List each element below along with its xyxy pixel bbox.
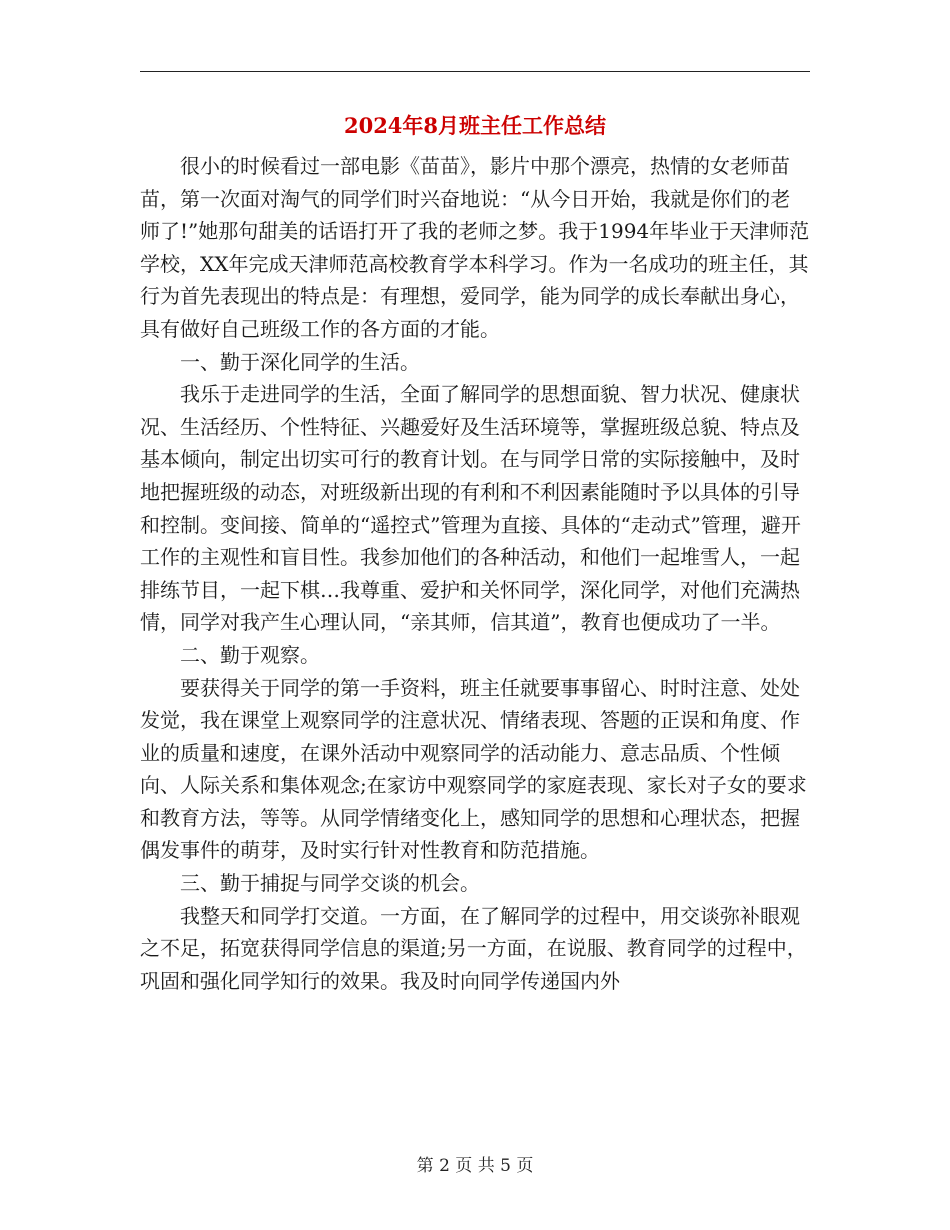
section-heading-2: 二、勤于观察。 xyxy=(180,642,320,667)
section-heading-1: 一、勤于深化同学的生活。 xyxy=(180,349,420,374)
document-title: 2024年8月班主任工作总结 xyxy=(343,113,607,138)
paragraph-section-1: 我乐于走进同学的生活，全面了解同学的思想面貌、智力状况、健康状况、生活经历、个性特征、兴趣爱好及生活环境等，掌握班级总貌、特点及基本倾向，制定出切实可行的教育计划。在与同学日常的实际接触中，及时地把握班级的动态，对班级新出现的有利和不利因素能随时予以具体的引导和控制。变间接、简单的“遥控式”管理为直接、具体的“走动式”管理，避开工作的主观性和盲目性。我参加他们的各种活动，和他们一起堆雪人，一起排练节目，一起下棋…我尊重、爱护和关怀同学，深化同学，对他们充满热情，同学对我产生心理认同，“亲其师，信其道”，教育也便成功了一半。 xyxy=(140,382,801,635)
document-body xyxy=(140,150,810,997)
header-rule xyxy=(140,71,810,72)
paragraph-section-3: 我整天和同学打交道。一方面，在了解同学的过程中，用交谈弥补眼观之不足，拓宽获得同学信息的渠道;另一方面，在说服、教育同学的过程中，巩固和强化同学知行的效果。我及时向同学传递国内外 xyxy=(140,903,807,993)
page-number-footer: 第 2 页 共 5 页 xyxy=(416,1156,534,1176)
section-heading-3: 三、勤于捕捉与同学交谈的机会。 xyxy=(180,871,480,896)
paragraph-section-2: 要获得关于同学的第一手资料，班主任就要事事留心、时时注意、处处发觉，我在课堂上观察同学的注意状况、情绪表现、答题的正误和角度、作业的质量和速度，在课外活动中观察同学的活动能力、意志品质、个性倾向、人际关系和集体观念;在家访中观察同学的家庭表现、家长对子女的要求和教育方法，等等。从同学情绪变化上，感知同学的思想和心理状态，把握偶发事件的萌芽，及时实行针对性教育和防范措施。 xyxy=(140,675,807,863)
paragraph-intro: 很小的时候看过一部电影《苗苗》，影片中那个漂亮，热情的女老师苗苗，第一次面对淘气的同学们时兴奋地说：“从今日开始，我就是你们的老师了!”她那句甜美的话语打开了我的老师之梦。我于1994年毕业于天津师范学校，XX年完成天津师范高校教育学本科学习。作为一名成功的班主任，其行为首先表现出的特点是：有理想，爱同学，能为同学的成长奉献出身心，具有做好自己班级工作的各方面的才能。 xyxy=(140,154,810,341)
